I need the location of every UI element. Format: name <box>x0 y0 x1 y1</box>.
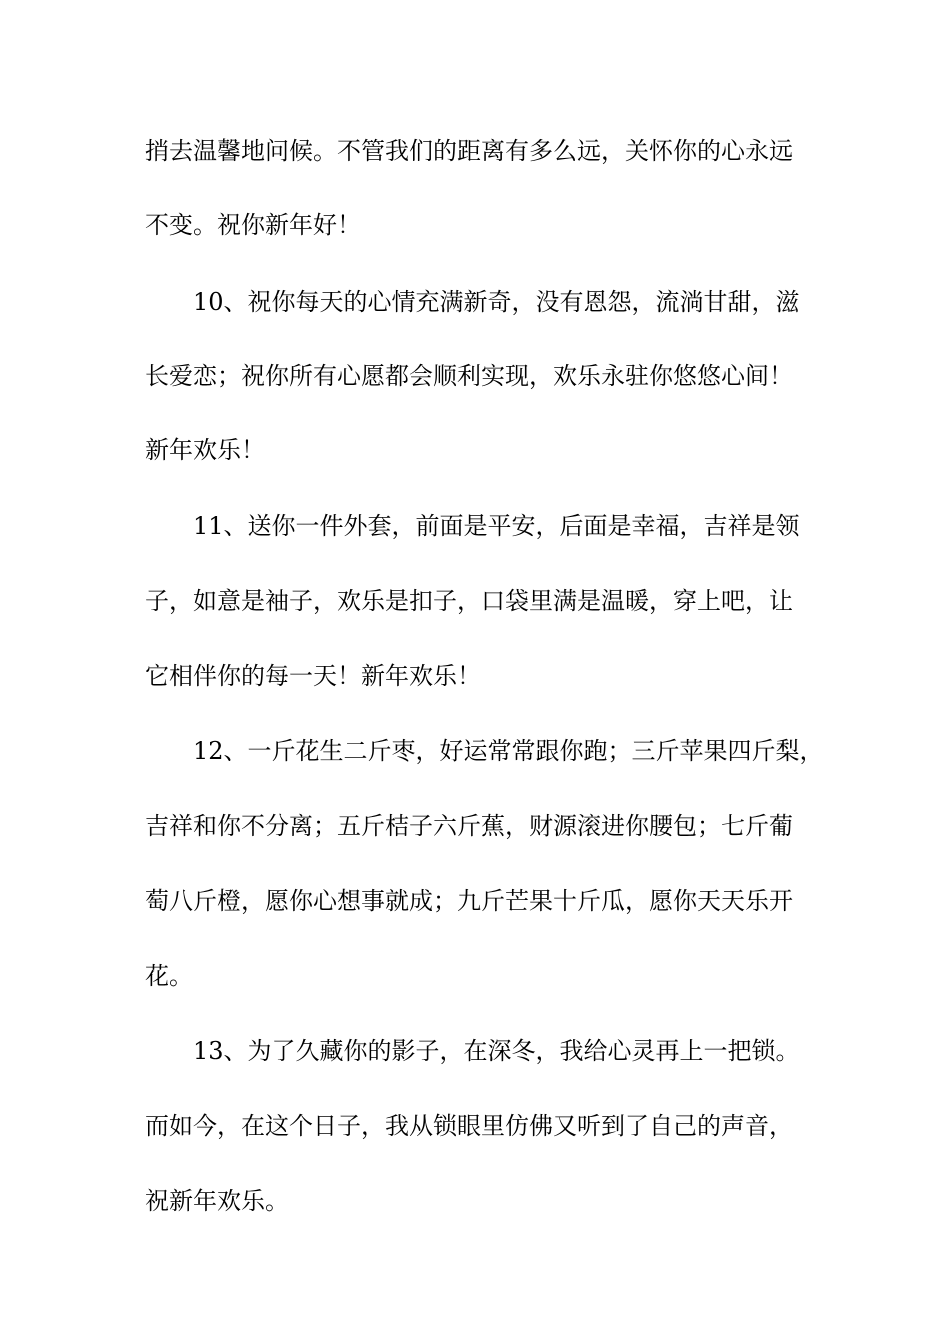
text-line: 不变。祝你新年好！ <box>145 211 361 239</box>
text-line: 而如今，在这个日子，我从锁眼里仿佛又听到了自己的声音， <box>145 1112 793 1140</box>
paragraph-start-line: 12、一斤花生二斤枣，好运常常跟你跑；三斤苹果四斤梨， <box>193 737 824 765</box>
text-line: 捎去温馨地问候。不管我们的距离有多么远，关怀你的心永远 <box>145 137 793 165</box>
text-line: 萄八斤橙，愿你心想事就成；九斤芒果十斤瓜，愿你天天乐开 <box>145 887 793 915</box>
text-line: 长爱恋；祝你所有心愿都会顺利实现，欢乐永驻你悠悠心间！ <box>145 362 793 390</box>
text-line: 花。 <box>145 962 193 990</box>
text-line: 子，如意是袖子，欢乐是扣子，口袋里满是温暖，穿上吧，让 <box>145 587 793 615</box>
paragraph-start-line: 10、祝你每天的心情充满新奇，没有恩怨，流淌甘甜，滋 <box>193 288 800 316</box>
text-line: 吉祥和你不分离；五斤桔子六斤蕉，财源滚进你腰包；七斤葡 <box>145 812 793 840</box>
paragraph-start-line: 13、为了久藏你的影子，在深冬，我给心灵再上一把锁。 <box>193 1037 800 1065</box>
text-line: 新年欢乐！ <box>145 436 265 464</box>
text-line: 祝新年欢乐。 <box>145 1187 289 1215</box>
paragraph-start-line: 11、送你一件外套，前面是平安，后面是幸福，吉祥是领 <box>193 512 800 540</box>
text-line: 它相伴你的每一天！新年欢乐！ <box>145 662 481 690</box>
